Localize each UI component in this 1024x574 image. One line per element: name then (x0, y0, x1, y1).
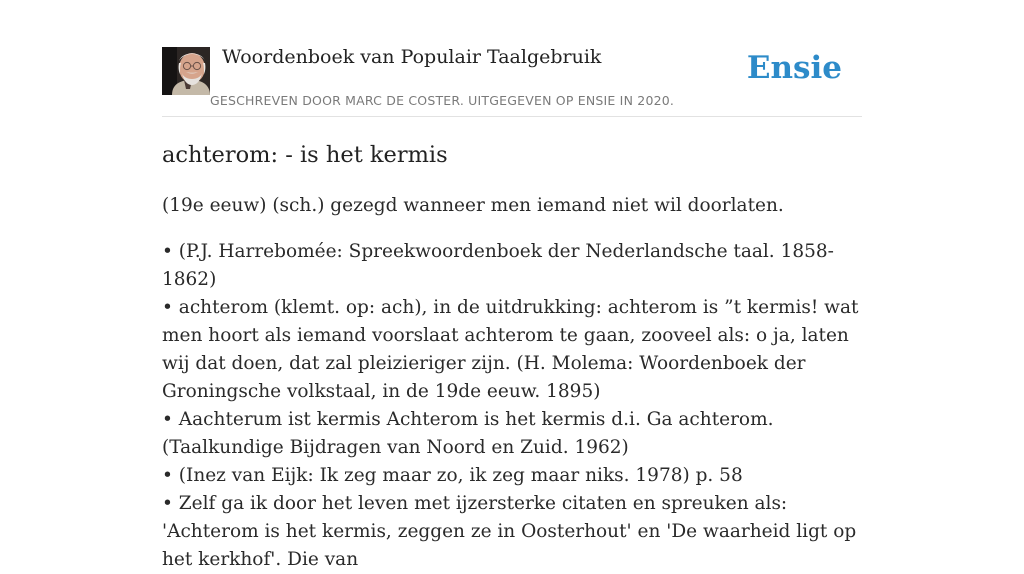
source-item: • achterom (klemt. op: ach), in de uitdrukking: achterom is ”t kermis! wat men hoort als iemand voorslaat achterom te gaan, zooveel als: o ja, laten wij dat doen, dat zal pleizieriger zijn. (H. Molema: Woordenboek der Groningsche volkstaal, in de 19de eeuw. 1895) (162, 297, 859, 402)
source-list (162, 238, 862, 574)
entry-content (162, 138, 862, 574)
entry-title: achterom: - is het kermis (162, 142, 448, 168)
author-avatar[interactable] (162, 47, 210, 95)
author-portrait-icon (162, 47, 210, 95)
book-title[interactable]: Woordenboek van Populair Taalgebruik (222, 46, 602, 68)
source-item: • (P.J. Harrebomée: Spreekwoordenboek der Nederlandsche taal. 1858-1862) (162, 241, 834, 290)
source-item: • (Inez van Eijk: Ik zeg maar zo, ik zeg maar niks. 1978) p. 58 (162, 465, 743, 486)
header (162, 0, 862, 117)
ensie-logo-link[interactable]: Ensie (746, 50, 842, 86)
entry-definition: (19e eeuw) (sch.) gezegd wanneer men iemand niet wil doorlaten. (162, 195, 784, 216)
source-item: • Zelf ga ik door het leven met ijzersterke citaten en spreuken als: 'Achterom is het kermis, zeggen ze in Oosterhout' en 'De waarheid ligt op het kerkhof'. Die van (162, 493, 857, 570)
source-item: • Aachterum ist kermis Achterom is het kermis d.i. Ga achterom. (Taalkundige Bijdragen van Noord en Zuid. 1962) (162, 409, 774, 458)
author-byline: GESCHREVEN DOOR MARC DE COSTER. UITGEGEVEN OP ENSIE IN 2020. (210, 93, 675, 108)
